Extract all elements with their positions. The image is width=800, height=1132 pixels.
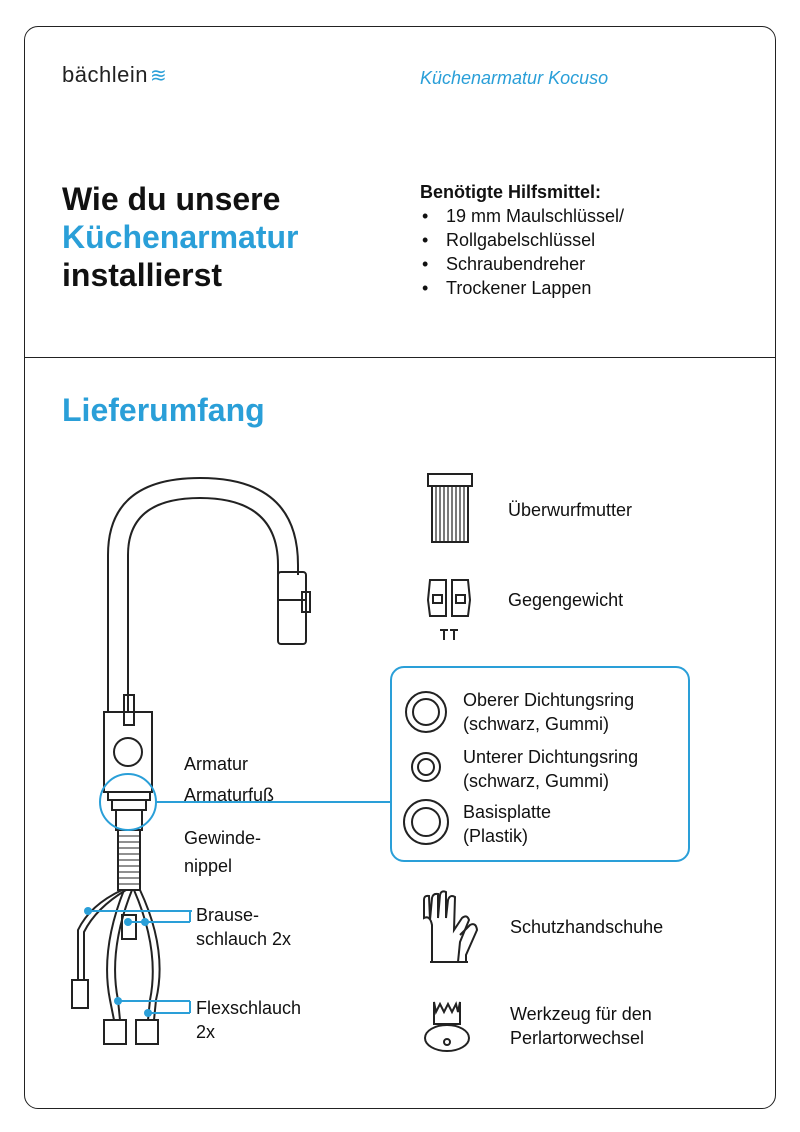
label-line: Perlartorwechsel [510, 1028, 645, 1048]
tools-heading: Benötigte Hilfsmittel: [420, 182, 602, 202]
label-line: (schwarz, Gummi) [463, 771, 610, 791]
label-ueberwurfmutter: Überwurfmutter [508, 500, 633, 520]
armaturfuss-highlight [100, 774, 156, 830]
label-armatur: Armatur [184, 754, 249, 774]
label-schutzhandschuhe: Schutzhandschuhe [510, 917, 664, 937]
label-armaturfuss: Armaturfuß [184, 785, 275, 805]
tool-item: • Schraubendreher [420, 252, 624, 276]
label-line: Gewinde- [184, 828, 262, 848]
label-line: Flexschlauch [196, 998, 302, 1018]
label-line: Oberer Dichtungsring [463, 690, 635, 710]
perlator-tool-icon [425, 1002, 469, 1051]
label-werkzeug [510, 1002, 652, 1050]
title-line-3: installierst [62, 257, 223, 293]
product-name: Küchenarmatur Kocuso [420, 68, 609, 88]
title-line-2: Küchenarmatur [62, 219, 299, 255]
faucet-spout-inner [128, 498, 278, 712]
hose-connector [72, 980, 88, 1008]
faucet-handle [114, 738, 142, 766]
label-gegengewicht: Gegengewicht [508, 590, 624, 610]
label-line: nippel [184, 856, 233, 876]
label-line: (schwarz, Gummi) [463, 714, 610, 734]
glove-icon [424, 891, 477, 962]
flex-connector-left [104, 1020, 126, 1044]
label-line: Werkzeug für den [510, 1004, 652, 1024]
label-brauseschlauch [196, 903, 291, 951]
label-line: Basisplatte [463, 802, 552, 822]
tool-item: • Trockener Lappen [420, 276, 624, 300]
label-gewindenippel [184, 826, 261, 878]
label-flexschlauch [196, 996, 301, 1044]
label-line: (Plastik) [463, 826, 529, 846]
brand-name: bächlein [62, 62, 148, 87]
title-line-1: Wie du unsere [62, 181, 281, 217]
label-line: Brause- [196, 905, 260, 925]
tool-item-text: Rollgabelschlüssel [446, 230, 596, 250]
section-heading-lieferumfang: Lieferumfang [62, 392, 265, 428]
label-oberer-dichtungsring [463, 688, 634, 736]
waves-icon: ≋ [149, 65, 168, 87]
label-unterer-dichtungsring [463, 745, 638, 793]
label-line: 2x [196, 1022, 216, 1042]
label-line: schlauch 2x [196, 929, 292, 949]
tool-item: • 19 mm Maulschlüssel/ [420, 204, 624, 228]
faucet-spout [108, 478, 298, 712]
gegengewicht-icon [428, 580, 470, 640]
flex-connector-right [136, 1020, 158, 1044]
ueberwurfmutter-icon [428, 474, 472, 542]
label-line: Unterer Dichtungsring [463, 747, 639, 767]
label-basisplatte [463, 800, 551, 848]
